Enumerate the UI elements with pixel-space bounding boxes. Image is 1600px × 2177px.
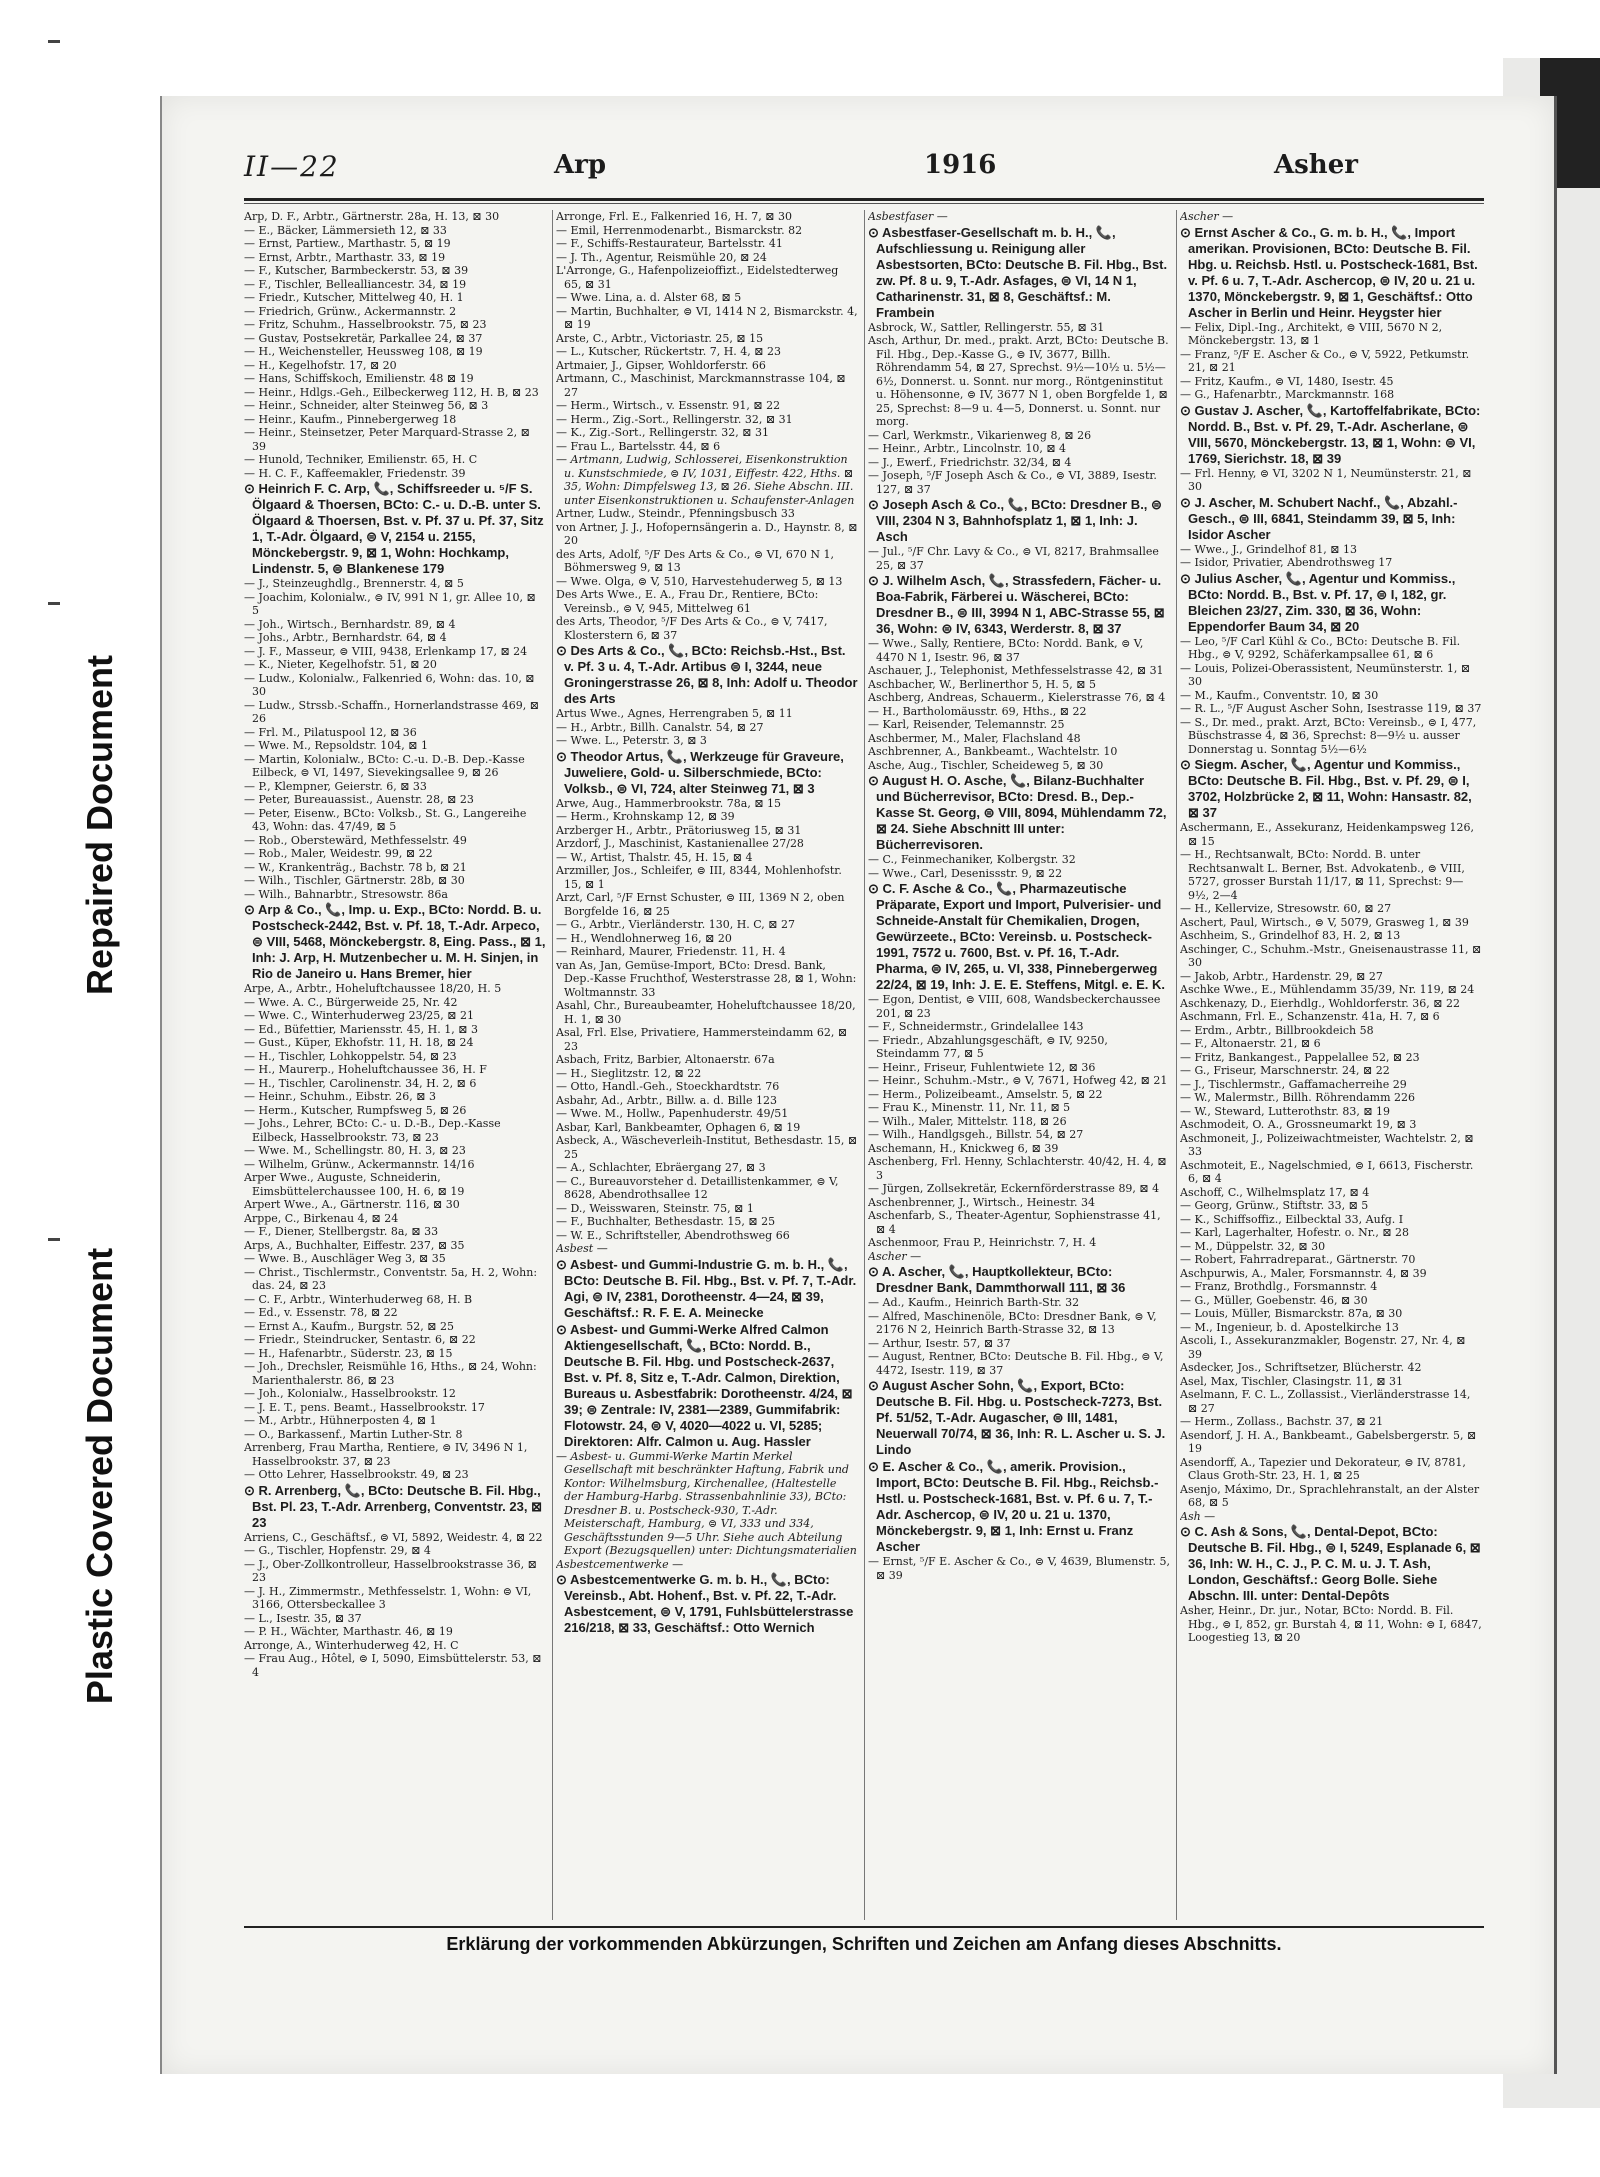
directory-entry: — Frl. Henny, ⊜ VI, 3202 N 1, Neumünsterstr. 21, ⊠ 30 <box>1180 466 1472 493</box>
directory-entry: L'Arronge, G., Hafenpolizeioffizt., Eidelstedterweg 65, ⊠ 31 <box>556 264 839 291</box>
directory-entry: — Wilh., Maler, Mittelstr. 118, ⊠ 26 <box>868 1114 1067 1128</box>
directory-entry: — Ed., Büfettier, Mariensstr. 45, H. 1, ⊠ 3 <box>244 1022 478 1036</box>
directory-entry: Asenjo, Máximo, Dr., Sprachlehranstalt, an der Alster 68, ⊠ 5 <box>1180 1482 1480 1509</box>
firm-entry: ⊙ Ernst Ascher & Co., G. m. b. H., 📞, Import amerikan. Provisionen, BCto: Deutsche B. Fil. Hbg. u. Reichsb. Hstl. u. Postscheck-1681, Bst. v. Pf. 6 u. 7, T.-Adr. Aschercop, ⊜ IV, 20 u. 21 u. 1370, Mönckebergstr. 9, ⊠ 1, Geschäftsf.: Otto Ascher in Berlin und Heinr. Heygster hier <box>1180 224 1478 320</box>
directory-entry: — Johs., Lehrer, BCto: C.- u. D.-B., Dep.-Kasse Eilbeck, Hasselbrookstr. 73, ⊠ 23 <box>244 1117 501 1144</box>
footer-note: Erklärung der vorkommenden Abkürzungen, Schriften und Zeichen am Anfang dieses Abschnitts. <box>446 1934 1282 1954</box>
directory-entry: Aselmann, F. C. L., Zollassist., Vierländerstrasse 14, ⊠ 27 <box>1180 1388 1471 1415</box>
directory-entry: — F., Kutscher, Barmbeckerstr. 53, ⊠ 39 <box>244 264 469 277</box>
header-rule <box>244 198 1484 201</box>
directory-entry: — Reinhard, Maurer, Friedenstr. 11, H. 4 <box>556 945 786 958</box>
directory-entry: — Fritz, Schuhm., Hasselbrookstr. 75, ⊠ 23 <box>244 318 487 331</box>
directory-entry: — Wwe. L., Peterstr. 3, ⊠ 3 <box>556 734 707 747</box>
section-heading: Ascher — <box>1180 210 1234 223</box>
directory-entry: — W., Malermstr., Billh. Röhrendamm 226 <box>1180 1091 1416 1104</box>
directory-entry: Aschermann, E., Assekuranz, Heidenkampsweg 126, ⊠ 15 <box>1180 821 1475 848</box>
directory-entry: — Friedr., Kutscher, Mittelweg 40, H. 1 <box>244 291 464 304</box>
directory-entry: — F., Schneidermstr., Grindelallee 143 <box>868 1020 1084 1033</box>
directory-entry: — H., Weichensteller, Heussweg 108, ⊠ 19 <box>244 345 483 358</box>
directory-entry: — C., Bureauvorsteher d. Detaillistenkammer, ⊜ V, 8628, Abendrothsallee 12 <box>556 1174 839 1201</box>
directory-entry: — H., Rechtsanwalt, BCto: Nordd. B. unter Rechtsanwalt L. Berner, Bst. Advokatenb., ⊜ VIII, 5727, grosser Burstah 11/17, ⊠ 11, Sprechst: 9—9½, 2—4 <box>1180 848 1465 902</box>
directory-entry: — Ernst, ⁵/F E. Ascher & Co., ⊜ V, 4639, Blumenstr. 5, ⊠ 39 <box>868 1555 1170 1582</box>
section-heading: Asbestcementwerke — <box>556 1557 684 1571</box>
header-rule-thin <box>244 203 1484 204</box>
directory-entry: Arronge, Frl. E., Falkenried 16, H. 7, ⊠ 30 <box>556 210 792 223</box>
directory-entry: — F., Schiffs-Restaurateur, Bartelsstr. 41 <box>556 237 783 250</box>
firm-entry: ⊙ Joseph Asch & Co., 📞, BCto: Dresdner B., ⊜ VIII, 2304 N 3, Bahnhofsplatz 1, ⊠ 1, Inh: J. Asch <box>868 497 1162 544</box>
directory-entry: — P. H., Wächter, Marthastr. 46, ⊠ 19 <box>244 1625 453 1638</box>
firm-entry: ⊙ R. Arrenberg, 📞, BCto: Deutsche B. Fil. Hbg., Bst. Pl. 23, T.-Adr. Arrenberg, Conventstr. 23, ⊠ 23 <box>244 1482 542 1530</box>
directory-entry: — Wwe. A. C., Bürgerweide 25, Nr. 42 <box>244 995 458 1009</box>
directory-entry: — Wwe. Lina, a. d. Alster 68, ⊠ 5 <box>556 291 742 304</box>
directory-entry: — W., Steward, Lutterothstr. 83, ⊠ 19 <box>1180 1104 1391 1118</box>
directory-entry: — Heinr., Hdlgs.-Geh., Eilbeckerweg 112, H. B, ⊠ 23 <box>244 385 539 399</box>
directory-entry: — L., Kutscher, Rückertstr. 7, H. 4, ⊠ 23 <box>556 345 781 358</box>
directory-entry: — K., Schiffsoffiz., Eilbecktal 33, Aufg. I <box>1180 1212 1404 1226</box>
directory-entry: — F., Buchhalter, Bethesdastr. 15, ⊠ 25 <box>556 1215 776 1228</box>
directory-entry: — Ernst, Arbtr., Marthastr. 33, ⊠ 19 <box>244 250 446 264</box>
directory-entry: — Ludw., Strssb.-Schaffn., Hornerlandstrasse 469, ⊠ 26 <box>244 698 539 725</box>
firm-entry: ⊙ J. Wilhelm Asch, 📞, Strassfedern, Fächer- u. Boa-Fabrik, Färberei u. Wäscherei, BCto: Dresdner B., ⊜ III, 3994 N 1, ABC-Strasse 55, ⊠ 36, Wohn: ⊜ IV, 6343, Werderstr. 8, ⊠ 37 <box>868 573 1165 636</box>
directory-entry: — Otto Lehrer, Hasselbrookstr. 49, ⊠ 23 <box>244 1468 469 1481</box>
directory-entry: — Heinr., Arbtr., Lincolnstr. 10, ⊠ 4 <box>868 442 1067 455</box>
scanned-page <box>160 96 1557 2074</box>
directory-entry: Aschemann, H., Knickweg 6, ⊠ 39 <box>868 1141 1059 1155</box>
directory-entry: — H., Hafenarbtr., Süderstr. 23, ⊠ 15 <box>244 1346 453 1360</box>
firm-entry: ⊙ C. Ash & Sons, 📞, Dental-Depot, BCto: Deutsche B. Fil. Hbg., ⊜ I, 5249, Esplanade 6, ⊠ 36, Inh: W. H., C. J., P. C. M. u. J. T. Ash, London, Geschäftsf.: Georg Bolle. Siehe Abschn. III. unter: Dental-Depôts <box>1180 1524 1481 1603</box>
directory-entry: — J., Steinzeughdlg., Brennerstr. 4, ⊠ 5 <box>244 577 464 590</box>
directory-entry: Aschinger, C., Schuhm.-Mstr., Gneisenaustrasse 11, ⊠ 30 <box>1180 942 1482 969</box>
directory-entry: Asche, Aug., Tischler, Scheideweg 5, ⊠ 30 <box>868 758 1104 772</box>
directory-entry: — Carl, Werkmstr., Vikarienweg 8, ⊠ 26 <box>868 428 1092 442</box>
directory-entry: — Erdm., Arbtr., Billbrookdeich 58 <box>1180 1023 1374 1037</box>
column-1 <box>244 210 546 1925</box>
directory-entry: — F., Diener, Stellbergstr. 8a, ⊠ 33 <box>244 1225 439 1238</box>
directory-entry: — Ad., Kaufm., Heinrich Barth-Str. 32 <box>868 1296 1080 1309</box>
directory-entry: — J. E. T., pens. Beamt., Hasselbrookstr. 17 <box>244 1400 485 1414</box>
column-2 <box>556 210 858 1925</box>
directory-entry: — Joh., Wirtsch., Bernhardstr. 89, ⊠ 4 <box>244 617 456 631</box>
header-year: 1916 <box>924 150 997 180</box>
directory-entry: — Wilh., Handlgsgeh., Billstr. 54, ⊠ 27 <box>868 1128 1084 1141</box>
directory-entry: — Joh., Drechsler, Reismühle 16, Hths., ⊠ 24, Wohn: Marienthalerstr. 86, ⊠ 23 <box>244 1360 537 1387</box>
directory-entry: Aschenfarb, S., Theater-Agentur, Sophienstrasse 41, ⊠ 4 <box>868 1209 1161 1236</box>
directory-entry: Arste, C., Arbtr., Victoriastr. 25, ⊠ 15 <box>556 331 764 345</box>
directory-entry: — Ludw., Kolonialw., Falkenried 6, Wohn: das. 10, ⊠ 30 <box>244 671 535 698</box>
directory-entry: — Franz, ⁵/F E. Ascher & Co., ⊜ V, 5922, Petkumstr. 21, ⊠ 21 <box>1180 347 1470 374</box>
firm-entry: ⊙ Theodor Artus, 📞, Werkzeuge für Graveure, Juweliere, Gold- u. Silberschmiede, BCto: Volksb., ⊜ VI, 724, alter Steinweg 71, ⊠ 3 <box>556 748 844 796</box>
directory-entry: — J., Ewerf., Friedrichstr. 32/34, ⊠ 4 <box>868 455 1072 469</box>
footer-rule <box>244 1926 1484 1928</box>
directory-entry: — G., Hafenarbtr., Marckmannstr. 168 <box>1180 388 1395 401</box>
directory-entry: Aschheim, S., Grindelhof 83, H. 2, ⊠ 13 <box>1180 929 1401 942</box>
directory-entry: Asbeck, A., Wäscheverleih-Institut, Bethesdastr. 15, ⊠ 25 <box>556 1134 858 1161</box>
column-3 <box>868 210 1170 1925</box>
directory-entry: — G., Müller, Goebenstr. 46, ⊠ 30 <box>1180 1293 1368 1307</box>
directory-entry: — Hans, Schiffskoch, Emilienstr. 48 ⊠ 19 <box>244 372 474 385</box>
section-heading: Asbestfaser — <box>868 210 948 223</box>
directory-entry: — W., Krankenträg., Bachstr. 78 b, ⊠ 21 <box>244 860 467 874</box>
directory-entry: — Heinr., Schuhm.-Mstr., ⊜ V, 7671, Hofweg 42, ⊠ 21 <box>868 1074 1168 1087</box>
directory-entry: — Karl, Lagerhalter, Hofestr. o. Nr., ⊠ 28 <box>1180 1226 1410 1239</box>
directory-entry: Arronge, A., Winterhuderweg 42, H. C <box>244 1638 459 1652</box>
directory-entry: — Wwe., J., Grindelhof 81, ⊠ 13 <box>1180 542 1357 556</box>
firm-entry: ⊙ J. Ascher, M. Schubert Nachf., 📞, Abzahl.-Gesch., ⊜ III, 6841, Steindamm 39, ⊠ 5, Inh: Isidor Ascher <box>1180 494 1458 542</box>
directory-entry: — J. Th., Agentur, Reismühle 20, ⊠ 24 <box>556 250 767 264</box>
directory-entry: — Jürgen, Zollsekretär, Eckernförderstrasse 89, ⊠ 4 <box>868 1182 1160 1195</box>
directory-entry: — G., Tischler, Hopfenstr. 29, ⊠ 4 <box>244 1544 431 1557</box>
column-divider <box>864 210 865 1920</box>
directory-entry: Aschmoteit, E., Nagelschmied, ⊜ I, 6613, Fischerstr. 6, ⊠ 4 <box>1180 1158 1474 1185</box>
directory-entry: — Wilh., Bahnarbtr., Stresowstr. 86a <box>244 887 448 901</box>
directory-entry: — H. C. F., Kaffeemakler, Friedenstr. 39 <box>244 466 466 480</box>
directory-entry: — Frau L., Bartelsstr. 44, ⊠ 6 <box>556 439 721 453</box>
directory-entry: — P., Klempner, Geierstr. 6, ⊠ 33 <box>244 779 427 793</box>
firm-entry: ⊙ Des Arts & Co., 📞, BCto: Reichsb.-Hst., Bst. v. Pf. 3 u. 4, T.-Adr. Artibus ⊜ I, 3244, neue Groningerstrasse 26, ⊠ 8, Inh: Adolf u. Theodor des Arts <box>556 643 858 706</box>
directory-entry: Arper Wwe., Auguste, Schneiderin, Eimsbüttelerchaussee 100, H. 6, ⊠ 19 <box>244 1171 465 1198</box>
directory-entry: — Wilh., Tischler, Gärtnerstr. 28b, ⊠ 30 <box>244 874 465 887</box>
directory-entry: — Ernst A., Kaufm., Burgstr. 52, ⊠ 25 <box>244 1319 454 1333</box>
directory-entry: Asel, Max, Tischler, Clasingstr. 11, ⊠ 31 <box>1180 1374 1404 1388</box>
margin-tick <box>48 40 60 43</box>
directory-entry: — S., Dr. med., prakt. Arzt, BCto: Vereinsb., ⊜ I, 477, Büschstrasse 4, ⊠ 36, Sprechst: 8—9½ u. ausser Donnerstag u. Sonntag 5½—6½ <box>1180 715 1477 756</box>
directory-entry: Aschbacher, W., Berlinerthor 5, H. 5, ⊠ 5 <box>868 677 1097 691</box>
directory-entry: Aschenberg, Frl. Henny, Schlachterstr. 40/42, H. 4, ⊠ 3 <box>868 1155 1167 1182</box>
directory-entry: — Herm., Wirtsch., v. Essenstr. 91, ⊠ 22 <box>556 399 781 412</box>
directory-entry: — Herm., Kutscher, Rumpfsweg 5, ⊠ 26 <box>244 1103 467 1117</box>
directory-entry: Artmann, C., Maschinist, Marckmannstrasse 104, ⊠ 27 <box>556 372 846 399</box>
directory-entry: — Johs., Arbtr., Bernhardstr. 64, ⊠ 4 <box>244 631 447 644</box>
directory-entry: Asbrock, W., Sattler, Rellingerstr. 55, ⊠ 31 <box>868 320 1105 334</box>
directory-entry: — J., Tischlermstr., Gaffamacherreihe 29 <box>1180 1077 1407 1091</box>
directory-entry: Asbach, Fritz, Barbier, Altonaerstr. 67a <box>556 1053 775 1066</box>
repaired-document-label: Repaired Document <box>79 654 120 996</box>
directory-entry: — H., Kellervize, Stresowstr. 60, ⊠ 27 <box>1180 902 1392 915</box>
directory-entry: Asendorff, A., Tapezier und Dekorateur, ⊜ IV, 8781, Claus Groth-Str. 23, H. 1, ⊠ 25 <box>1180 1455 1466 1482</box>
directory-entry: — Peter, Bureauassist., Auenstr. 28, ⊠ 23 <box>244 793 474 806</box>
directory-entry: — Felix, Dipl.-Ing., Architekt, ⊜ VIII, 5670 N 2, Mönckebergstr. 13, ⊠ 1 <box>1180 320 1443 347</box>
directory-entry: — Gust., Küper, Ekhofstr. 11, H. 18, ⊠ 24 <box>244 1036 474 1049</box>
directory-entry: van As, Jan, Gemüse-Import, BCto: Dresd. Bank, Dep.-Kasse Fruchthof, Westerstrasse 28, ⊠ 1, Wohn: Woltmannstr. 33 <box>556 958 857 999</box>
directory-entry: — Heinr., Schuhm., Eibstr. 26, ⊠ 3 <box>244 1090 437 1103</box>
directory-entry: — J., Ober-Zollkontrolleur, Hasselbrookstrasse 36, ⊠ 23 <box>244 1557 537 1584</box>
directory-entry: von Artner, J. J., Hofopernsängerin a. D., Haynstr. 8, ⊠ 20 <box>556 520 858 547</box>
directory-entry: — O., Barkassenf., Martin Luther-Str. 8 <box>244 1427 463 1441</box>
firm-entry: ⊙ Gustav J. Ascher, 📞, Kartoffelfabrikate, BCto: Nordd. B., Bst. v. Pf. 29, T.-Adr. Ascherlane, ⊜ VIII, 5670, Mönckebergstr. 13, ⊠ 1, Wohn: ⊜ VI, 1769, Sierichstr. 18, ⊠ 39 <box>1180 402 1481 466</box>
section-heading: Ash — <box>1180 1509 1216 1523</box>
directory-entry: — Otto, Handl.-Geh., Stoeckhardtstr. 76 <box>556 1080 780 1093</box>
directory-entry: — D., Weisswaren, Steinstr. 75, ⊠ 1 <box>556 1201 754 1215</box>
directory-entry: — Martin, Kolonialw., BCto: C.-u. D.-B. Dep.-Kasse Eilbeck, ⊜ VI, 1497, Sievekingsallee 9, ⊠ 26 <box>244 752 525 779</box>
directory-entry: Aschbrenner, A., Bankbeamt., Wachtelstr. 10 <box>868 745 1118 758</box>
directory-entry: — Rob., Oberstewärd, Methfesselstr. 49 <box>244 833 467 847</box>
firm-entry: ⊙ A. Ascher, 📞, Hauptkollekteur, BCto: Dresdner Bank, Dammthorwall 111, ⊠ 36 <box>868 1264 1126 1295</box>
directory-entry: — August, Rentner, BCto: Deutsche B. Fil. Hbg., ⊜ V, 4472, Isestr. 119, ⊠ 37 <box>868 1350 1164 1377</box>
directory-entry: Aschert, Paul, Wirtsch., ⊜ V, 5079, Grasweg 1, ⊠ 39 <box>1180 915 1469 929</box>
directory-entry: — Frl. M., Pilatuspool 12, ⊠ 36 <box>244 725 417 739</box>
directory-entry: — Karl, Reisender, Telemannstr. 25 <box>868 718 1065 731</box>
directory-entry: — R. L., ⁵/F August Ascher Sohn, Isestrasse 119, ⊠ 37 <box>1180 702 1482 715</box>
directory-entry: — H., Kegelhofstr. 17, ⊠ 20 <box>244 358 397 372</box>
firm-entry: ⊙ Heinrich F. C. Arp, 📞, Schiffsreeder u. ⁵/F S. Ölgaard & Thoersen, BCto: C.- u. D.-B. unter S. Ölgaard & Thoersen, Bst. v. Pf. 37 u. Pf. 37, Sitz 1, T.-Adr. Ölgaard, ⊜ V, 2154 u. 2155, Mönckebergstr. 9, ⊠ 1, Wohn: Hochkamp, Lindenstr. 5, ⊜ Blankenese 179 <box>244 481 544 576</box>
directory-entry: — L., Isestr. 35, ⊠ 37 <box>244 1611 362 1625</box>
directory-entry: — Fritz, Bankangest., Pappelallee 52, ⊠ 23 <box>1180 1050 1420 1064</box>
directory-entry: — Gustav, Postsekretär, Parkallee 24, ⊠ 37 <box>244 331 483 345</box>
directory-entry: Aschberg, Andreas, Schauerm., Kielerstrasse 76, ⊠ 4 <box>868 691 1166 704</box>
directory-entry: Aschenmoor, Frau P., Heinrichstr. 7, H. 4 <box>868 1236 1097 1249</box>
directory-entry: — Joh., Kolonialw., Hasselbrookstr. 12 <box>244 1387 456 1400</box>
directory-entry: Asher, Heinr., Dr. jur., Notar, BCto: Nordd. B. Fil. Hbg., ⊜ I, 852, gr. Burstah 4, ⊠ 11, Wohn: ⊜ I, 6847, Loogestieg 13, ⊠ 20 <box>1180 1604 1482 1644</box>
directory-entry: — H., Arbtr., Billh. Canalstr. 54, ⊠ 27 <box>556 720 764 734</box>
directory-entry: — Arthur, Isestr. 57, ⊠ 37 <box>868 1336 1011 1350</box>
directory-entry: — H., Sieglitzstr. 12, ⊠ 22 <box>556 1066 702 1080</box>
margin-tick <box>48 1238 60 1241</box>
directory-entry: — H., Tischler, Lohkoppelstr. 54, ⊠ 23 <box>244 1049 457 1063</box>
directory-entry: — A., Schlachter, Ebräergang 27, ⊠ 3 <box>556 1161 766 1174</box>
directory-entry: — Joseph, ⁵/F Joseph Asch & Co., ⊜ VI, 3889, Isestr. 127, ⊠ 37 <box>868 469 1157 496</box>
directory-entry: — Rob., Maler, Weidestr. 99, ⊠ 22 <box>244 847 433 860</box>
directory-entry: Aschmoneit, J., Polizeiwachtmeister, Wachtelstr. 2, ⊠ 33 <box>1180 1131 1474 1158</box>
directory-entry: Asal, Frl. Else, Privatiere, Hammersteindamm 62, ⊠ 23 <box>556 1026 848 1053</box>
directory-entry: — F., Tischler, Bellealliancestr. 34, ⊠ 19 <box>244 277 467 291</box>
directory-entry: des Arts, Adolf, ⁵/F Des Arts & Co., ⊜ VI, 670 N 1, Böhmersweg 9, ⊠ 13 <box>556 547 834 574</box>
directory-entry: Asendorf, J. H. A., Bankbeamt., Gabelsbergerstr. 5, ⊠ 19 <box>1180 1428 1477 1455</box>
directory-entry: — Artmann, Ludwig, Schlosserei, Eisenkonstruktion u. Kunstschmiede, ⊜ IV, 1031, Eiffestr. 422, Hths. ⊠ 35, Wohn: Dimpfelsweg 13, ⊠ 26. Siehe Abschn. III. unter Eisenkonstruktionen u. Schaufenster-Anlagen <box>556 453 855 507</box>
directory-entry: — M., Düppelstr. 32, ⊠ 30 <box>1180 1239 1326 1253</box>
directory-entry: — Louis, Müller, Bismarckstr. 87a, ⊠ 30 <box>1180 1307 1403 1320</box>
directory-entry: — Herm., Polizeibeamt., Amselstr. 5, ⊠ 22 <box>868 1087 1103 1101</box>
directory-entry: Aschenbrenner, J., Wirtsch., Heinestr. 34 <box>868 1195 1096 1209</box>
directory-entry: Asch, Arthur, Dr. med., prakt. Arzt, BCto: Deutsche B. Fil. Hbg., Dep.-Kasse G., ⊜ IV, 3677, Billh. Röhrendamm 54, ⊠ 27, Sprechst. 9½—10½ u. 5½—6½, Donnerst. u. Sonnt. nur morg., Röntgeninstitut u. Höhensonne, ⊜ IV, 3677 N 1, oben Borgfelde 1, ⊠ 25, Sprechst: 8—9 u. 4—5, Donnerst. u. Sonnt. nur morg. <box>868 334 1169 428</box>
directory-entry: Aschke Wwe., E., Mühlendamm 35/39, Nr. 119, ⊠ 24 <box>1180 983 1475 996</box>
directory-entry: — Franz, Brothdlg., Forsmannstr. 4 <box>1180 1280 1378 1293</box>
directory-entry: — H., Maurerp., Hoheluftchaussee 36, H. F <box>244 1063 487 1076</box>
directory-entry: — Herm., Krohnskamp 12, ⊠ 39 <box>556 810 735 823</box>
directory-entry: Arppe, C., Birkenau 4, ⊠ 24 <box>244 1211 399 1225</box>
directory-entry: — Louis, Polizei-Oberassistent, Neumünsterstr. 1, ⊠ 30 <box>1180 661 1471 688</box>
firm-entry: ⊙ Arp & Co., 📞, Imp. u. Exp., BCto: Nordd. B. u. Postscheck-2442, Bst. v. Pf. 18, T.-Adr. Arpeco, ⊜ VIII, 5468, Mönckebergstr. 8, Eing. Pass., ⊠ 1, Inh: J. Arp, H. Mutzenbecher u. M. H. Sinjen, in Rio de Janeiro u. Hans Bremer, hier <box>244 902 546 981</box>
directory-entry: — Jakob, Arbtr., Hardenstr. 29, ⊠ 27 <box>1180 969 1383 983</box>
directory-entry: Des Arts Wwe., E. A., Frau Dr., Rentiere, BCto: Vereinsb., ⊜ V, 945, Mittelweg 61 <box>556 588 819 615</box>
column-divider <box>1176 210 1177 1920</box>
directory-entry: — H., Wendlohnerweg 16, ⊠ 20 <box>556 931 732 945</box>
directory-entry: — Emil, Herrenmodenarbt., Bismarckstr. 82 <box>556 223 803 237</box>
column-divider <box>552 210 553 1920</box>
directory-entry: — C. F., Arbtr., Winterhuderweg 68, H. B <box>244 1292 473 1306</box>
directory-entry: — Heinr., Friseur, Fuhlentwiete 12, ⊠ 36 <box>868 1060 1096 1074</box>
directory-entry: — Frau Aug., Hôtel, ⊜ I, 5090, Eimsbüttelerstr. 53, ⊠ 4 <box>244 1652 542 1679</box>
directory-entry: Asdecker, Jos., Schriftsetzer, Blücherstr. 42 <box>1180 1361 1422 1374</box>
directory-entry: — Herm., Zig.-Sort., Rellingerstr. 32, ⊠ 31 <box>556 412 793 426</box>
directory-entry: — Friedr., Steindrucker, Sentastr. 6, ⊠ 22 <box>244 1333 476 1346</box>
directory-entry: — Ernst, Partiew., Marthastr. 5, ⊠ 19 <box>244 237 451 250</box>
directory-entry: — M., Arbtr., Hühnerposten 4, ⊠ 1 <box>244 1414 437 1427</box>
directory-entry: Ascoli, I., Assekuranzmakler, Bogenstr. 27, Nr. 4, ⊠ 39 <box>1180 1334 1466 1361</box>
directory-entry: — Jul., ⁵/F Chr. Lavy & Co., ⊜ VI, 8217, Brahmsallee 25, ⊠ 37 <box>868 545 1159 572</box>
directory-entry: — Isidor, Privatier, Abendrothsweg 17 <box>1180 556 1393 569</box>
directory-entry: — Georg, Grünw., Stiftstr. 33, ⊠ 5 <box>1180 1199 1369 1212</box>
directory-entry: Arp, D. F., Arbtr., Gärtnerstr. 28a, H. 13, ⊠ 30 <box>244 210 500 223</box>
directory-entry: Aschkenazy, D., Eierhdlg., Wohldorferstr. 36, ⊠ 22 <box>1180 996 1460 1010</box>
directory-entry: Asbar, Karl, Bankbeamter, Ophagen 6, ⊠ 19 <box>556 1120 801 1134</box>
directory-entry: — Leo, ⁵/F Carl Kühl & Co., BCto: Deutsche B. Fil. Hbg., ⊜ V, 9292, Schäferkampsallee 61, ⊠ 6 <box>1180 634 1461 661</box>
directory-entry: — H., Tischler, Carolinenstr. 34, H. 2, ⊠ 6 <box>244 1076 477 1090</box>
directory-entry: — M., Ingenieur, b. d. Apostelkirche 13 <box>1180 1320 1399 1334</box>
directory-entry: — Wwe. M., Schellingstr. 80, H. 3, ⊠ 23 <box>244 1144 466 1157</box>
directory-entry: — Wwe. C., Winterhuderweg 23/25, ⊠ 21 <box>244 1009 474 1022</box>
directory-entry: — W. E., Schriftsteller, Abendrothsweg 66 <box>556 1228 790 1242</box>
directory-entry: Arzberger H., Arbtr., Prätoriusweg 15, ⊠ 31 <box>556 823 802 837</box>
directory-entry: — Christ., Tischlermstr., Conventstr. 5a, H. 2, Wohn: das. 24, ⊠ 23 <box>244 1265 538 1292</box>
directory-entry: Asbahr, Ad., Arbtr., Billw. a. d. Bille 123 <box>556 1093 777 1107</box>
header-first-word: Arp <box>554 150 607 180</box>
firm-entry: ⊙ E. Ascher & Co., 📞, amerik. Provision., Import, BCto: Deutsche B. Fil. Hbg., Reichsb.-Hstl. u. Postscheck-1681, Bst. v. Pf. 6 u. 7, T.-Adr. Aschercop, ⊜ IV, 20 u. 21 u. 1370, Mönckebergstr. 9, ⊠ 1, Inh: Ernst u. Franz Ascher <box>868 1459 1159 1554</box>
directory-entry: — Fritz, Kaufm., ⊜ VI, 1480, Isestr. 45 <box>1180 374 1394 388</box>
firm-entry: ⊙ Siegm. Ascher, 📞, Agentur und Kommiss., BCto: Deutsche B. Fil. Hbg., Bst. v. Pf. 29, ⊜ I, 3702, Holzbrücke 2, ⊠ 11, Wohn: Hansastr. 82, ⊠ 37 <box>1180 757 1472 820</box>
directory-entry: Arpe, A., Arbtr., Hoheluftchaussee 18/20, H. 5 <box>244 982 502 995</box>
directory-entry: — J. H., Zimmermstr., Methfesselstr. 1, Wohn: ⊜ VI, 3166, Ottersbeckallee 3 <box>244 1584 532 1611</box>
directory-entry: — Herm., Zollass., Bachstr. 37, ⊠ 21 <box>1180 1415 1384 1428</box>
directory-entry: Arps, A., Buchhalter, Eiffestr. 237, ⊠ 35 <box>244 1238 465 1252</box>
section-heading: Ascher — <box>868 1249 922 1263</box>
directory-entry: — Wwe. B., Auschläger Weg 3, ⊠ 35 <box>244 1252 446 1265</box>
directory-entry: Aschauer, J., Telephonist, Methfesselstrasse 42, ⊠ 31 <box>868 664 1164 677</box>
page-number: II—22 <box>244 150 340 183</box>
directory-entry: Aschmodeit, O. A., Grossneumarkt 19, ⊠ 3 <box>1180 1118 1417 1131</box>
directory-entry: Arwe, Aug., Hammerbrookstr. 78a, ⊠ 15 <box>556 796 782 810</box>
directory-entry: Aschoff, C., Wilhelmsplatz 17, ⊠ 4 <box>1180 1185 1370 1199</box>
directory-entry: — G., Friseur, Marschnerstr. 24, ⊠ 22 <box>1180 1064 1390 1077</box>
margin-tick <box>48 602 60 605</box>
directory-entry: — W., Artist, Thalstr. 45, H. 15, ⊠ 4 <box>556 850 753 864</box>
directory-entry: — Frau K., Minenstr. 11, Nr. 11, ⊠ 5 <box>868 1101 1071 1114</box>
firm-entry: ⊙ Asbestcementwerke G. m. b. H., 📞, BCto: Vereinsb., Abt. Hohenf., Bst. v. Pf. 22, T.-Adr. Asbestcement, ⊜ V, 1791, Fuhlsbüttelerstrasse 216/218, ⊠ 33, Geschäftsf.: Otto Wernich <box>556 1572 854 1635</box>
directory-entry: Artmaier, J., Gipser, Wohldorferstr. 66 <box>556 358 766 372</box>
directory-entry: — G., Arbtr., Vierländerstr. 130, H. C, ⊠ 27 <box>556 918 796 931</box>
directory-entry: — F., Altonaerstr. 21, ⊠ 6 <box>1180 1037 1321 1050</box>
directory-entry: Arpert Wwe., A., Gärtnerstr. 116, ⊠ 30 <box>244 1198 460 1211</box>
directory-entry: — Wwe. Olga, ⊜ V, 510, Harvestehuderweg 5, ⊠ 13 <box>556 574 843 588</box>
directory-entry: — Friedr., Abzahlungsgeschäft, ⊜ IV, 9250, Steindamm 77, ⊠ 5 <box>868 1033 1108 1060</box>
directory-entry: — K., Nieter, Kegelhofstr. 51, ⊠ 20 <box>244 658 437 671</box>
directory-entry: — Martin, Buchhalter, ⊜ VI, 1414 N 2, Bismarckstr. 4, ⊠ 19 <box>556 304 858 331</box>
directory-entry: — Wwe. M., Repsoldstr. 104, ⊠ 1 <box>244 739 428 752</box>
directory-entry: — J. F., Masseur, ⊜ VIII, 9438, Erlenkamp 17, ⊠ 24 <box>244 644 528 658</box>
directory-entry: — Egon, Dentist, ⊜ VIII, 608, Wandsbeckerchaussee 201, ⊠ 23 <box>868 993 1161 1020</box>
directory-entry: — Joachim, Kolonialw., ⊜ IV, 991 N 1, gr. Allee 10, ⊠ 5 <box>244 590 536 617</box>
firm-entry: ⊙ August H. O. Asche, 📞, Bilanz-Buchhalter und Bücherrevisor, BCto: Dresd. B., Dep.-Kasse St. Georg, ⊜ VIII, 8094, Mühlendamm 72, ⊠ 24. Siehe Abschnitt III unter: Bücherrevisoren. <box>868 773 1167 852</box>
directory-entry: — Robert, Fahrradreparat., Gärtnerstr. 70 <box>1180 1253 1416 1266</box>
directory-entry: — M., Kaufm., Conventstr. 10, ⊠ 30 <box>1180 688 1379 702</box>
directory-entry: — Wwe., Carl, Desenissstr. 9, ⊠ 22 <box>868 866 1063 880</box>
directory-entry: — Heinr., Steinsetzer, Peter Marquard-Strasse 2, ⊠ 39 <box>244 426 530 453</box>
page-header <box>244 150 1484 190</box>
directory-entry: Artus Wwe., Agnes, Herrengraben 5, ⊠ 11 <box>556 707 793 720</box>
column-4 <box>1180 210 1482 1925</box>
directory-entry: — H., Bartholomäusstr. 69, Hths., ⊠ 22 <box>868 704 1087 718</box>
directory-entry: — Heinr., Kaufm., Pinnebergerweg 18 <box>244 412 457 426</box>
directory-entry: Asahl, Chr., Bureaubeamter, Hoheluftchaussee 18/20, H. 1, ⊠ 30 <box>556 999 856 1026</box>
firm-entry: ⊙ C. F. Asche & Co., 📞, Pharmazeutische Präparate, Export und Import, Pulverisier- und Schneide-Anstalt für Chemikalien, Drogen, Gewürzeete., BCto: Vereinsb. u. Postscheck-1991, 7572 u. 7600, Bst. v. Pf. 16, T.-Adr. Pharma, ⊜ IV, 265, u. VI, 338, Pinnebergerweg 22/24, ⊠ 19, Inh: J. E. E. Steffens, Mitgl. e. E. K. <box>868 881 1166 992</box>
directory-entry: Arzmiller, Jos., Schleifer, ⊜ III, 8344, Mohlenhofstr. 15, ⊠ 1 <box>556 864 842 891</box>
directory-entry: Artner, Ludw., Steindr., Pfenningsbusch 33 <box>556 507 795 520</box>
header-last-word: Asher <box>1274 150 1358 180</box>
directory-entry: Arzdorf, J., Maschinist, Kastanienallee 27/28 <box>556 837 804 850</box>
plastic-covered-document-label: Plastic Covered Document <box>79 1247 120 1705</box>
directory-entry: — Ed., v. Essenstr. 78, ⊠ 22 <box>244 1306 398 1319</box>
firm-entry: ⊙ Asbestfaser-Gesellschaft m. b. H., 📞, Aufschliessung u. Reinigung aller Asbestsorten, BCto: Deutsche B. Fil. Hbg., Bst. zw. Pf. 8 u. 9, T.-Adr. Asfages, ⊜ VI, 14 N 1, Catharinenstr. 31, ⊠ 8, Geschäftsf.: M. Frambein <box>868 224 1168 320</box>
firm-entry: ⊙ Asbest- und Gummi-Industrie G. m. b. H., 📞, BCto: Deutsche B. Fil. Hbg., Bst. v. Pf. 7, T.-Adr. Agi, ⊜ IV, 2381, Dorotheenstr. 4—24, ⊠ 39, Geschäftsf.: R. F. E. A. Meinecke <box>556 1256 857 1320</box>
directory-entry: — Asbest- u. Gummi-Werke Martin Merkel Gesellschaft mit beschränkter Haftung, Fabrik und Kontor: Wilhelmsburg, Kirchenallee, (Haltestelle der Hamburg-Harbg. Strassenbahnlinie 33), BCto: Dresdner B. u. Postscheck-930, T.-Adr. Meisterschaft, Hamburg, ⊜ VI, 333 und 334, Geschäftsstunden 9—5 Uhr. Siehe auch Abteilung Export (Bezugsquellen) unter: Dichtungsmaterialien <box>556 1449 857 1557</box>
firm-entry: ⊙ August Ascher Sohn, 📞, Export, BCto: Deutsche B. Fil. Hbg. u. Postscheck-7273, Bst. Pf. 51/52, T.-Adr. Augascher, ⊜ III, 1481, Neuerwall 70/74, ⊠ 36, Inh: R. L. Ascher u. S. J. Lindo <box>868 1378 1166 1457</box>
directory-entry: des Arts, Theodor, ⁵/F Des Arts & Co., ⊜ V, 7417, Klosterstern 6, ⊠ 37 <box>556 615 828 642</box>
directory-entry: Aschbermer, M., Maler, Flachsland 48 <box>868 731 1081 745</box>
section-heading: Asbest — <box>556 1242 608 1255</box>
directory-entry: — Alfred, Maschinenöle, BCto: Dresdner Bank, ⊜ V, 2176 N 2, Heinrich Barth-Strasse 32, ⊠ 13 <box>868 1309 1157 1336</box>
directory-entry: — C., Feinmechaniker, Kolbergstr. 32 <box>868 853 1076 866</box>
directory-entry: Aschpurwis, A., Maler, Forsmannstr. 4, ⊠ 39 <box>1180 1266 1427 1280</box>
firm-entry: ⊙ Julius Ascher, 📞, Agentur und Kommiss., BCto: Nordd. B., Bst. v. Pf. 17, ⊜ I, 182, gr. Bleichen 23/27, Zim. 330, ⊠ 36, Wohn: Eppendorfer Baum 34, ⊠ 20 <box>1180 570 1456 634</box>
directory-entry: — E., Bäcker, Lämmersieth 12, ⊠ 33 <box>244 223 447 237</box>
directory-entry: — Wwe. M., Hollw., Papenhuderstr. 49/51 <box>556 1107 789 1120</box>
directory-entry: Arzt, Carl, ⁵/F Ernst Schuster, ⊜ III, 1369 N 2, oben Borgfelde 16, ⊠ 25 <box>556 891 845 918</box>
directory-entry: Arrenberg, Frau Martha, Rentiere, ⊜ IV, 3496 N 1, Hasselbrookstr. 37, ⊠ 23 <box>244 1441 528 1468</box>
firm-entry: ⊙ Asbest- und Gummi-Werke Alfred Calmon Aktiengesellschaft, 📞, BCto: Nordd. B., Deutsche B. Fil. Hbg. und Postscheck-2637, Bst. v. Pf. 8, Sitz e, T.-Adr. Calmon, Direktion, Bureaus u. Asbestfabrik: Dorotheenstr. 4/24, ⊠ 39; ⊜ Zentrale: IV, 2381—2389, Gummifabrik: Flotowstr. 24, ⊜ V, 4020—4022 u. VI, 5285; Direktoren: Alfr. Calmon u. Aug. Hassler <box>556 1321 853 1449</box>
directory-entry: — Peter, Eisenw., BCto: Volksb., St. G., Langereihe 43, Wohn: das. 47/49, ⊠ 5 <box>244 806 527 833</box>
directory-entry: — Friedrich, Grünw., Ackermannstr. 2 <box>244 304 457 318</box>
directory-entry: — K., Zig.-Sort., Rellingerstr. 32, ⊠ 31 <box>556 426 769 439</box>
directory-entry: — Wwe., Sally, Rentiere, BCto: Nordd. Bank, ⊜ V, 4470 N 1, Isestr. 96, ⊠ 37 <box>868 637 1144 664</box>
directory-entry: Aschmann, Frl. E., Schanzenstr. 41a, H. 7, ⊠ 6 <box>1180 1010 1440 1023</box>
directory-entry: — Heinr., Schneider, alter Steinweg 56, ⊠ 3 <box>244 399 489 412</box>
directory-entry: Arriens, C., Geschäftsf., ⊜ VI, 5892, Weidestr. 4, ⊠ 22 <box>244 1530 543 1544</box>
directory-entry: — Wilhelm, Grünw., Ackermannstr. 14/16 <box>244 1157 475 1171</box>
directory-entry: — Hunold, Techniker, Emilienstr. 65, H. C <box>244 453 478 466</box>
